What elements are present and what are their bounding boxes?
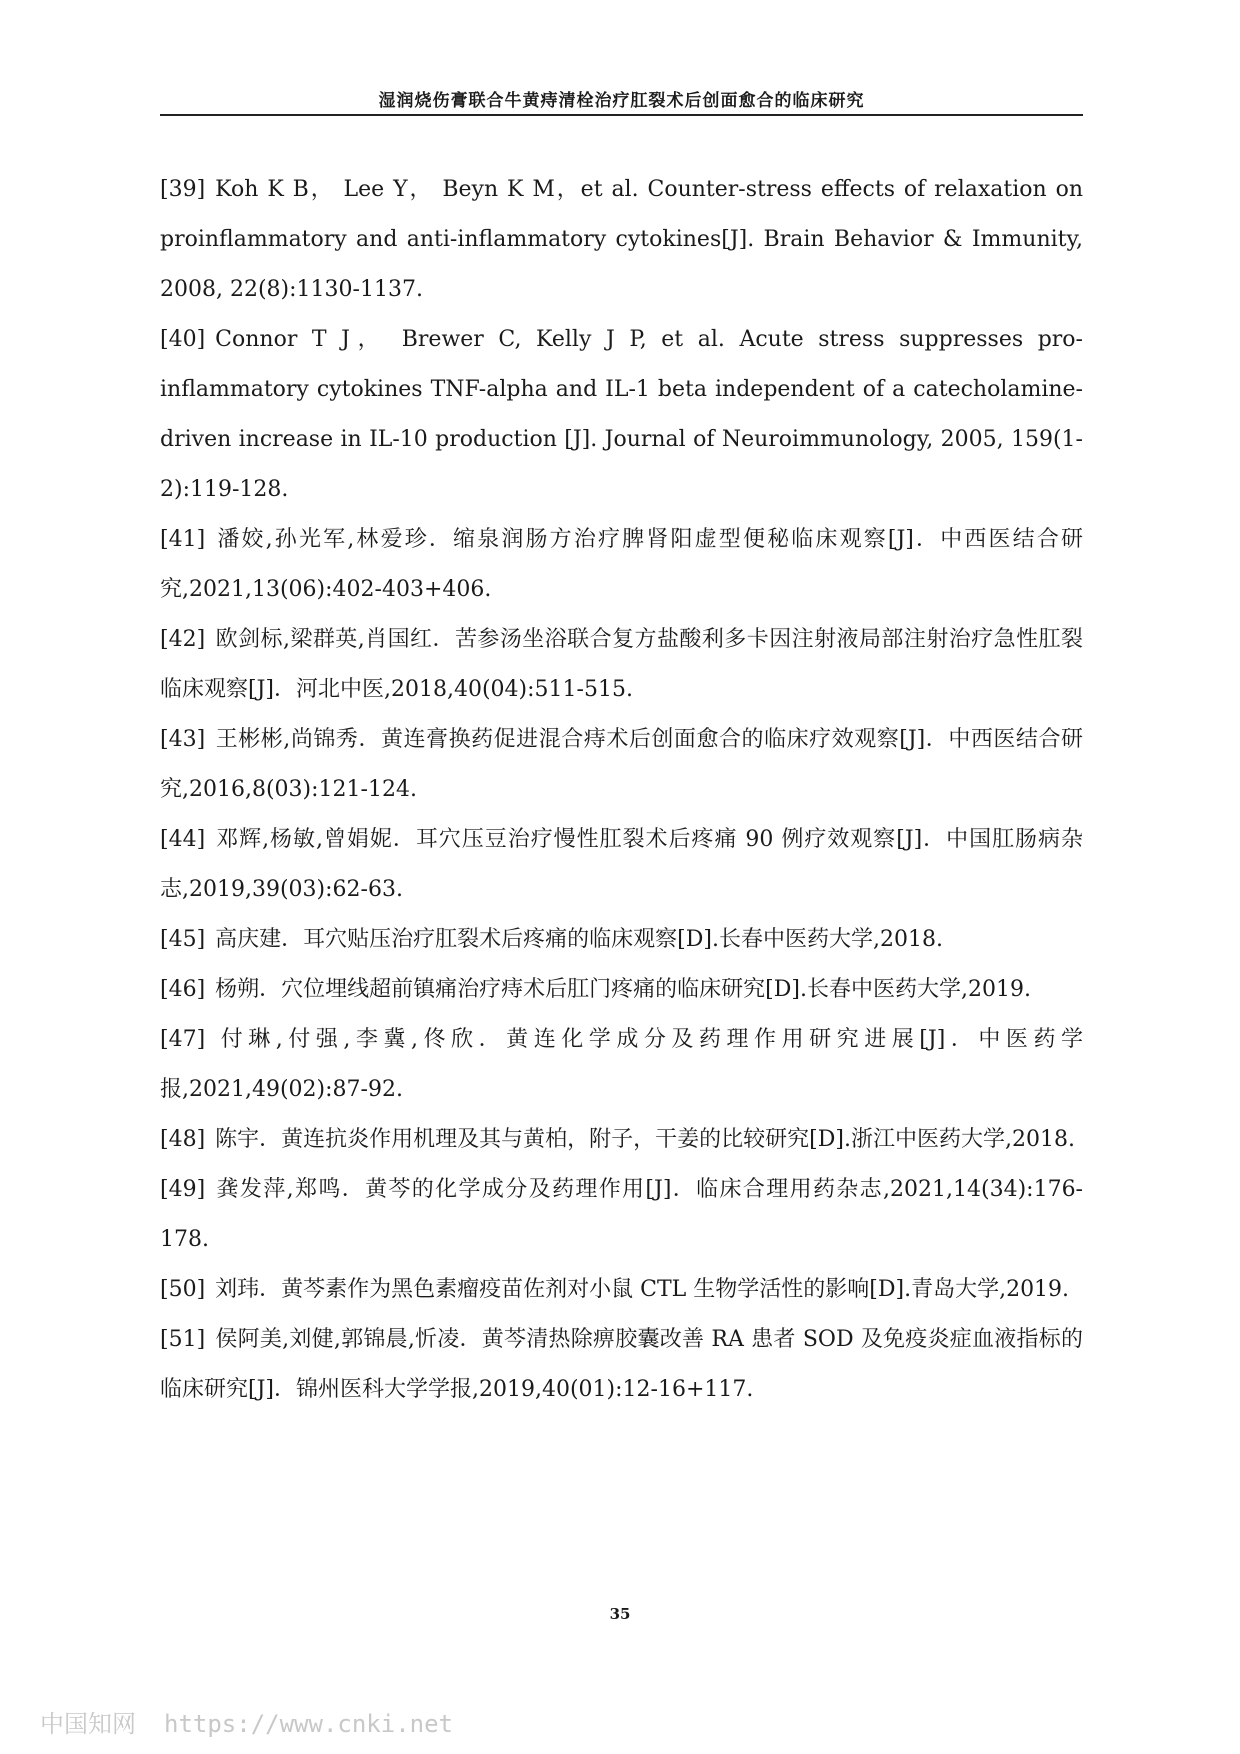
reference-number: [41] xyxy=(160,527,206,552)
reference-number: [47] xyxy=(160,1027,206,1052)
reference-item xyxy=(160,615,1083,715)
reference-text: 刘玮．黄芩素作为黑色素瘤疫苗佐剂对小鼠 CTL 生物学活性的影响[D].青岛大学,2019. xyxy=(215,1277,1070,1302)
reference-number: [45] xyxy=(160,927,206,952)
watermark-url: https://www.cnki.net xyxy=(164,1710,453,1738)
reference-item xyxy=(160,1115,1083,1165)
reference-item xyxy=(160,315,1083,515)
reference-text: Connor T J， Brewer C, Kelly J P, et al. Acute stress suppresses pro-inflammatory cytokines TNF-alpha and IL-1 beta independent of a catecholamine-driven increase in IL-10 production [J]. Journal of Neuroimmunology, 2005, 159(1-2):119-128. xyxy=(160,327,1083,502)
watermark-brand: 中国知网 xyxy=(40,1710,136,1738)
reference-text: 邓辉,杨敏,曾娟妮．耳穴压豆治疗慢性肛裂术后疼痛 90 例疗效观察[J]．中国肛肠病杂志,2019,39(03):62-63. xyxy=(160,827,1083,902)
reference-item xyxy=(160,165,1083,315)
reference-text: 侯阿美,刘健,郭锦晨,忻凌．黄芩清热除痹胶囊改善 RA 患者 SOD 及免疫炎症血液指标的临床研究[J]．锦州医科大学学报,2019,40(01):12-16+117. xyxy=(160,1327,1083,1402)
reference-number: [40] xyxy=(160,327,206,352)
reference-text: 付琳,付强,李冀,佟欣．黄连化学成分及药理作用研究进展[J]．中医药学报,2021,49(02):87-92. xyxy=(160,1027,1083,1102)
reference-number: [48] xyxy=(160,1127,206,1152)
reference-item xyxy=(160,1265,1083,1315)
reference-item xyxy=(160,815,1083,915)
cnki-watermark xyxy=(40,1704,453,1739)
reference-text: 高庆建．耳穴贴压治疗肛裂术后疼痛的临床观察[D].长春中医药大学,2018. xyxy=(215,927,943,952)
page-number: 35 xyxy=(609,1605,631,1623)
reference-item xyxy=(160,1165,1083,1265)
reference-item xyxy=(160,1315,1083,1415)
reference-item xyxy=(160,965,1083,1015)
reference-text: 龚发萍,郑鸣．黄芩的化学成分及药理作用[J]．临床合理用药杂志,2021,14(34):176-178. xyxy=(160,1177,1083,1252)
reference-number: [51] xyxy=(160,1327,206,1352)
reference-number: [39] xyxy=(160,177,206,202)
reference-text: 陈宇．黄连抗炎作用机理及其与黄柏，附子，干姜的比较研究[D].浙江中医药大学,2018. xyxy=(215,1127,1075,1152)
reference-item xyxy=(160,515,1083,615)
reference-item xyxy=(160,1015,1083,1115)
reference-text: Koh K B， Lee Y， Beyn K M，et al. Counter-stress effects of relaxation on proinflammatory and anti-inflammatory cytokines[J]. Brain Behavior & Immunity, 2008, 22(8):1130-1137. xyxy=(160,177,1083,302)
reference-text: 潘姣,孙光军,林爱珍．缩泉润肠方治疗脾肾阳虚型便秘临床观察[J]．中西医结合研究,2021,13(06):402-403+406. xyxy=(160,527,1083,602)
reference-item xyxy=(160,915,1083,965)
reference-item xyxy=(160,715,1083,815)
header-divider xyxy=(160,114,1083,116)
reference-number: [50] xyxy=(160,1277,206,1302)
reference-number: [49] xyxy=(160,1177,206,1202)
reference-number: [44] xyxy=(160,827,206,852)
reference-list xyxy=(160,165,1083,1415)
reference-text: 杨朔．穴位埋线超前镇痛治疗痔术后肛门疼痛的临床研究[D].长春中医药大学,2019. xyxy=(215,977,1031,1002)
reference-text: 王彬彬,尚锦秀．黄连膏换药促进混合痔术后创面愈合的临床疗效观察[J]．中西医结合研究,2016,8(03):121-124. xyxy=(160,727,1083,802)
reference-number: [42] xyxy=(160,627,206,652)
reference-number: [43] xyxy=(160,727,206,752)
reference-number: [46] xyxy=(160,977,206,1002)
running-header-title: 湿润烧伤膏联合牛黄痔清栓治疗肛裂术后创面愈合的临床研究 xyxy=(378,91,865,111)
reference-text: 欧剑标,梁群英,肖国红．苦参汤坐浴联合复方盐酸利多卡因注射液局部注射治疗急性肛裂临床观察[J]．河北中医,2018,40(04):511-515. xyxy=(160,627,1083,702)
